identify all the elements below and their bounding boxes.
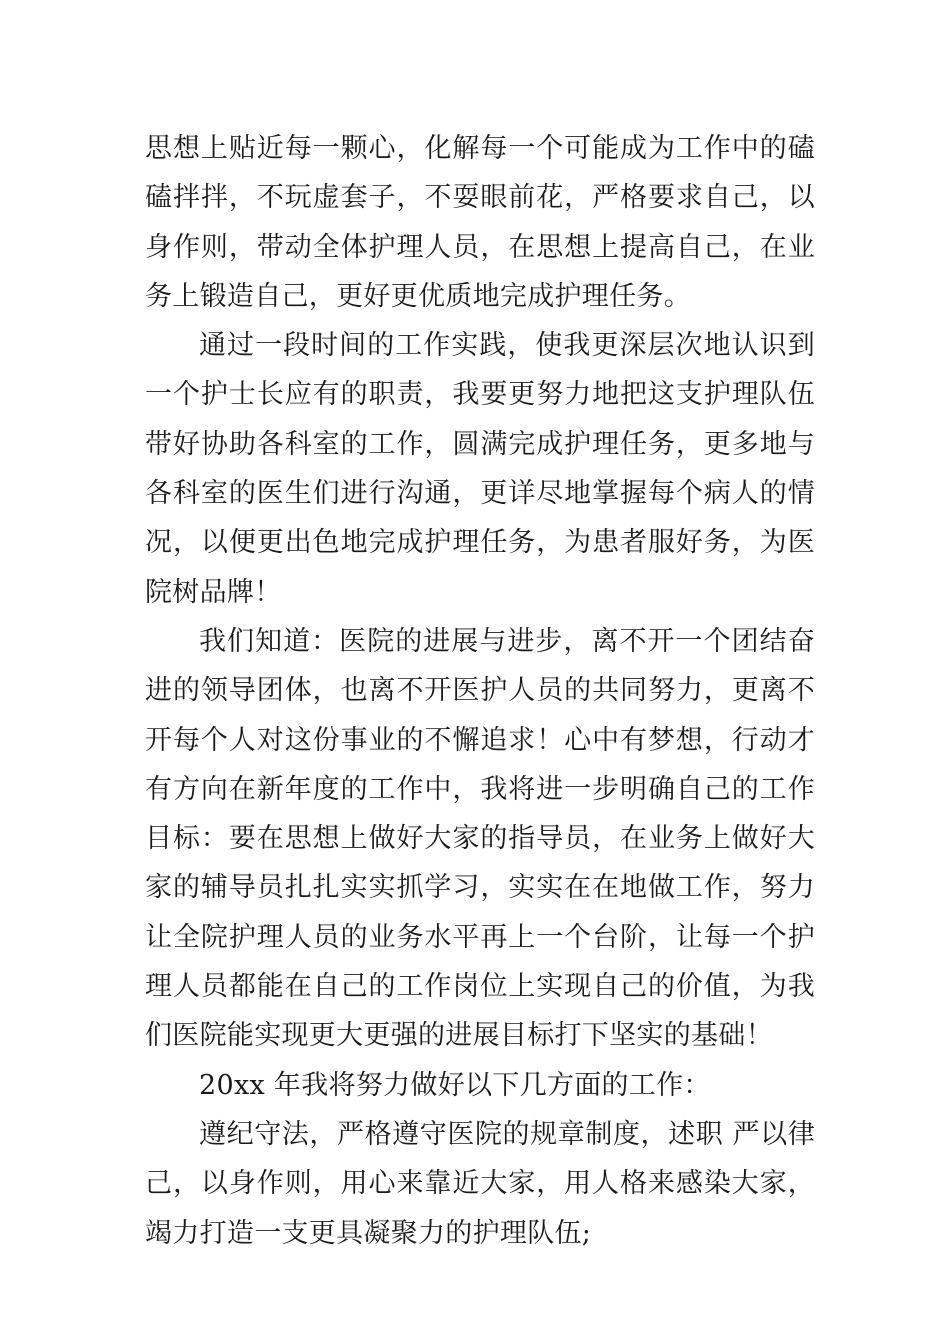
paragraph-1: 思想上贴近每一颗心，化解每一个可能成为工作中的磕磕拌拌，不玩虚套子，不耍眼前花，严格要求自己，以身作则，带动全体护理人员，在思想上提高自己，在业务上锻造自己，更好更优质地完成护理任务。: [145, 133, 815, 312]
paragraph-2: 通过一段时间的工作实践，使我更深层次地认识到一个护士长应有的职责，我要更努力地把这支护理队伍带好协助各科室的工作，圆满完成护理任务，更多地与各科室的医生们进行沟通，更详尽地掌握每个病人的情况，以便更出色地完成护理任务，为患者服好务，为医院树品牌！: [145, 330, 815, 608]
paragraph-3: 我们知道：医院的进展与进步，离不开一个团结奋进的领导团体，也离不开医护人员的共同努力，更离不开每个人对这份事业的不懈追求！心中有梦想，行动才有方向在新年度的工作中，我将进一步明确自己的工作目标：要在思想上做好大家的指导员，在业务上做好大家的辅导员扎扎实实抓学习，实实在在地做工作，努力让全院护理人员的业务水平再上一个台阶，让每一个护理人员都能在自己的工作岗位上实现自己的价值，为我们医院能实现更大更强的进展目标打下坚实的基础！: [145, 625, 815, 1052]
paragraph-4: 20xx 年我将努力做好以下几方面的工作：: [199, 1069, 711, 1101]
paragraph-5: 遵纪守法，严格遵守医院的规章制度，述职 严以律己，以身作则，用心来靠近大家，用人格来感染大家，竭力打造一支更具凝聚力的护理队伍;: [145, 1118, 815, 1249]
document-body: [145, 124, 815, 1258]
